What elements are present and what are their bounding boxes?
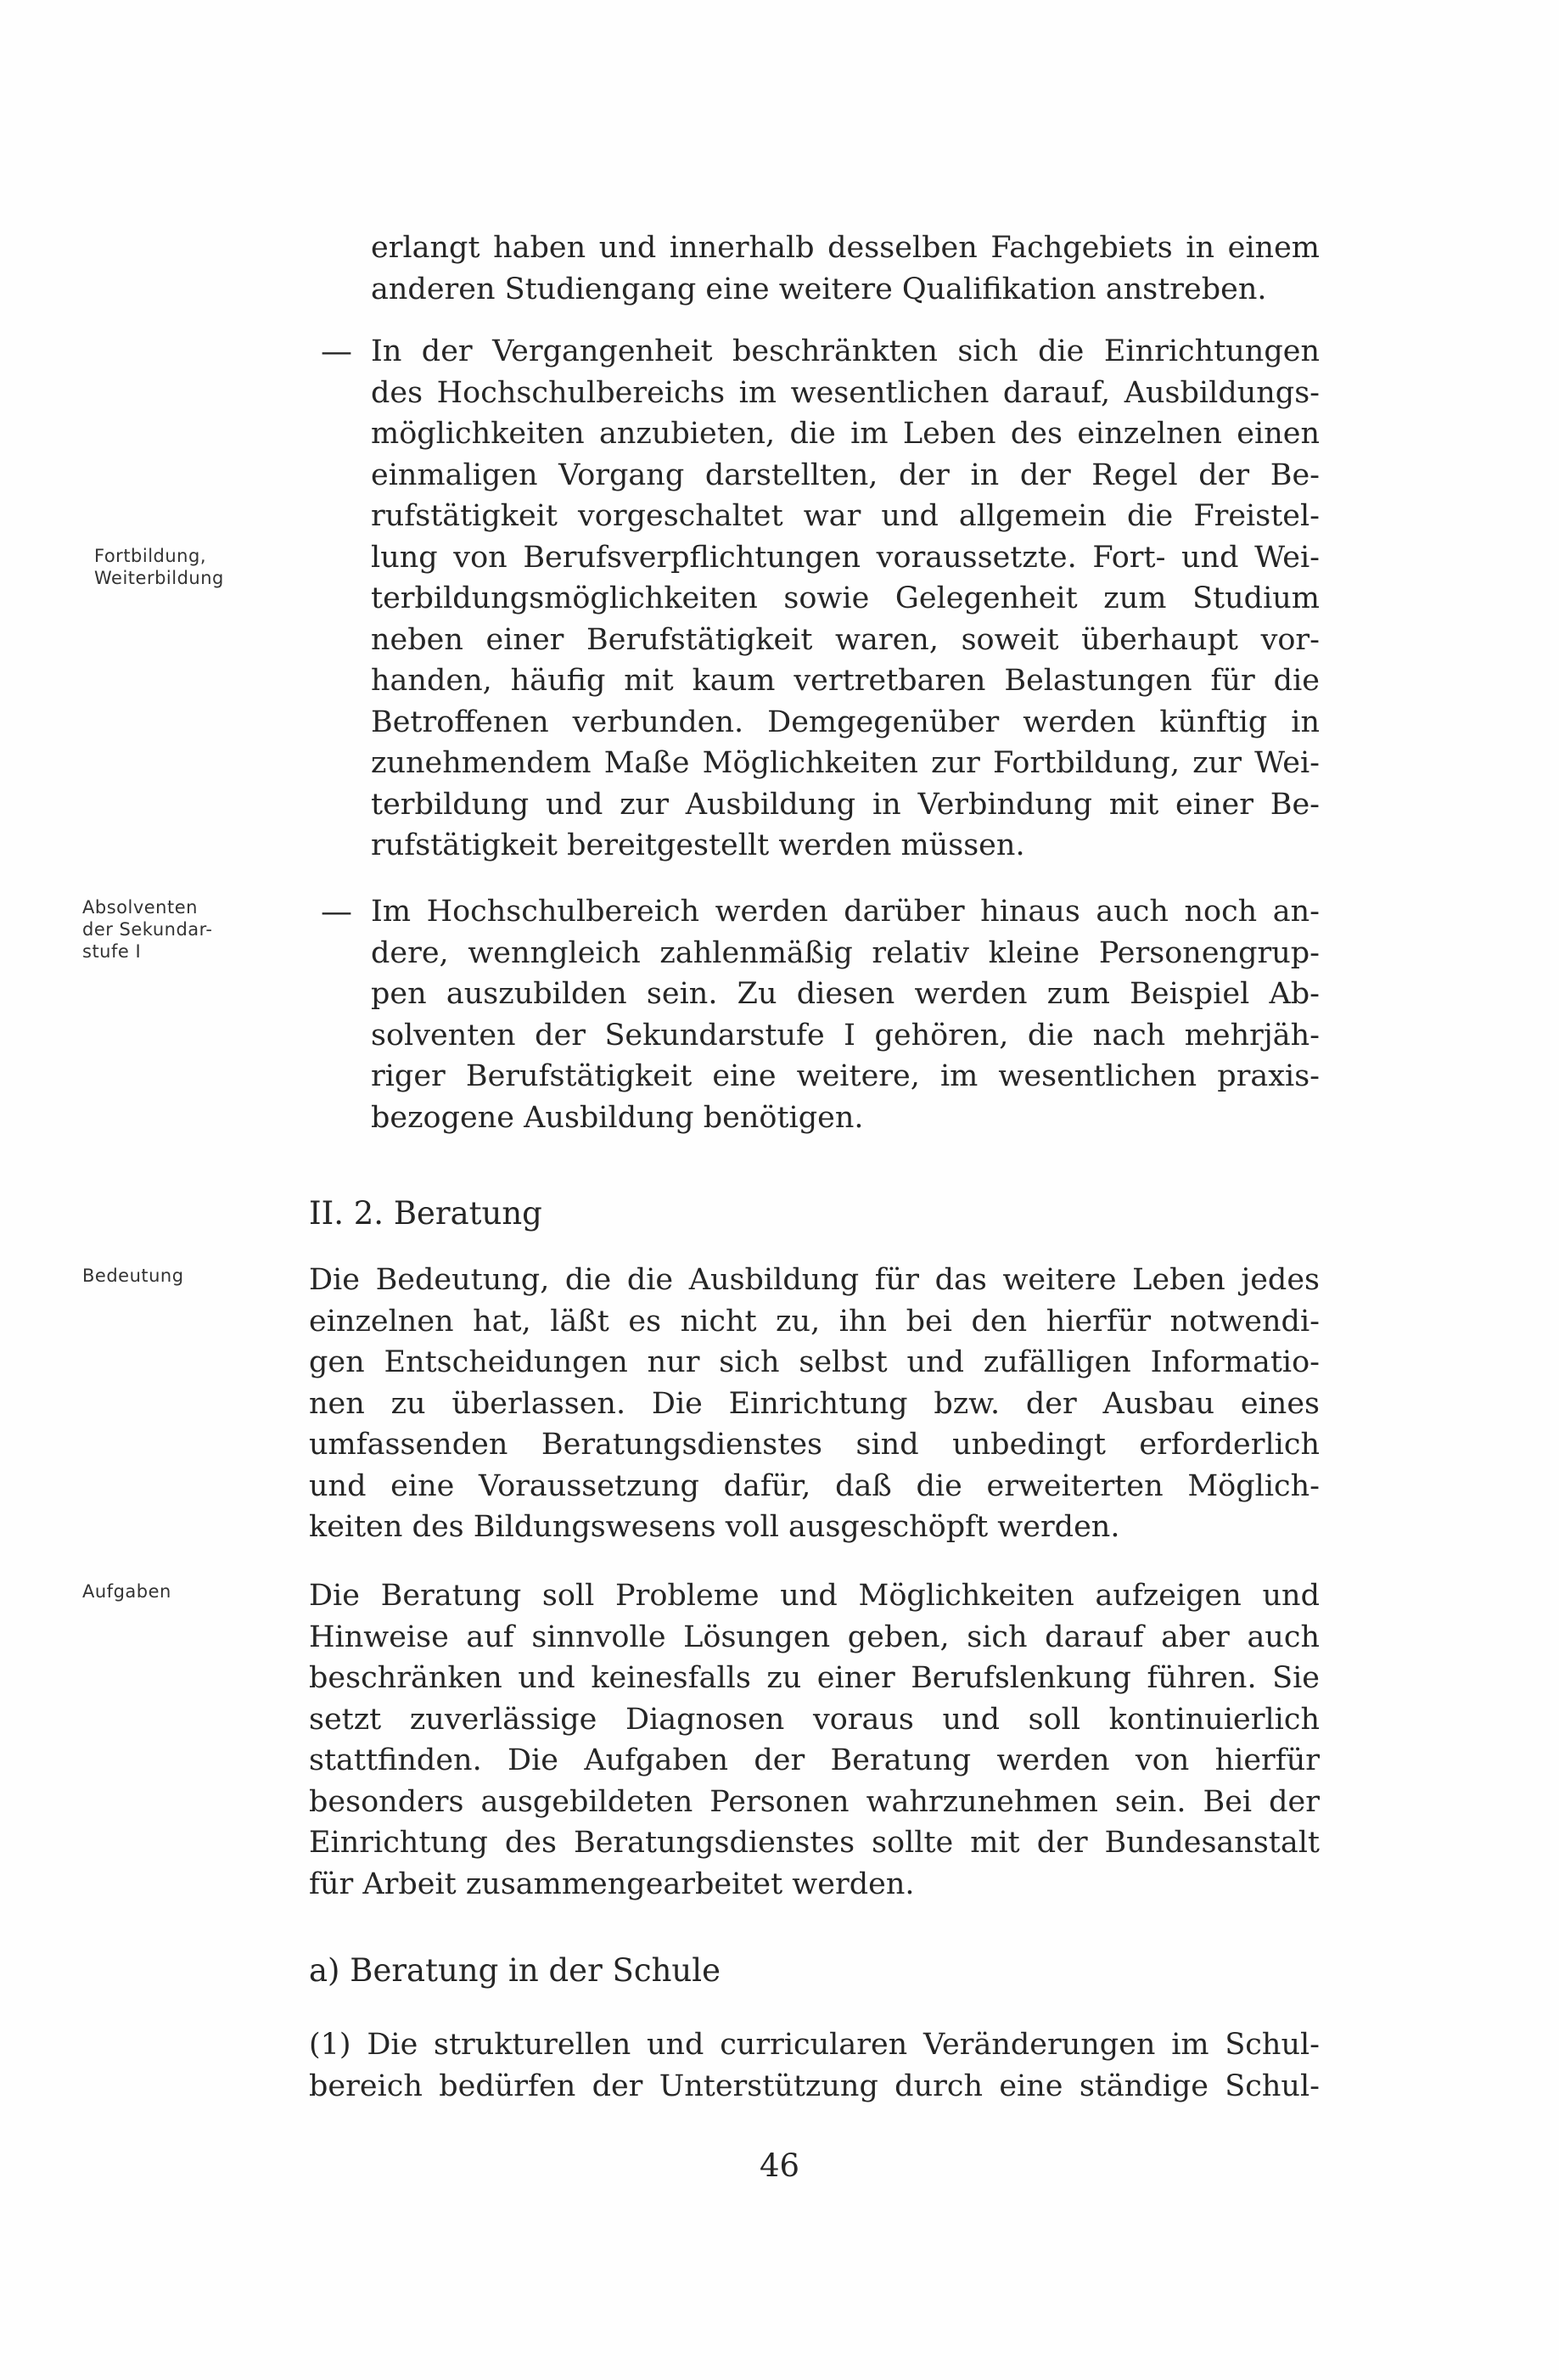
margin-note-absolventen xyxy=(82,896,213,963)
text-line: einmaligen Vorgang darstellten, der in der Regel der Be- xyxy=(371,457,1320,492)
text-line: Hinweise auf sinnvolle Lösungen geben, sich darauf aber auch xyxy=(309,1619,1320,1654)
text-line: Im Hochschulbereich werden darüber hinaus auch noch an- xyxy=(371,895,1320,929)
margin-note-aufgaben: Aufgaben xyxy=(82,1581,171,1602)
margin-note-fortbildung xyxy=(94,545,224,589)
text-line: riger Berufstätigkeit eine weitere, im wesentlichen praxis- xyxy=(371,1059,1320,1093)
text-line: (1) Die strukturellen und curricularen Veränderungen im Schul- xyxy=(309,2028,1320,2062)
text-line: bezogene Ausbildung benötigen. xyxy=(371,1100,864,1135)
paragraph-intro xyxy=(371,227,1320,310)
text-line: In der Vergangenheit beschränkten sich die Einrichtungen xyxy=(371,334,1320,368)
paragraph-bedeutung xyxy=(309,1260,1320,1548)
bullet-dash: — xyxy=(321,893,352,929)
text-line: Betroffenen verbunden. Demgegenüber werden künftig in xyxy=(371,704,1320,739)
margin-note-bedeutung: Bedeutung xyxy=(82,1266,184,1286)
text-line: anderen Studiengang eine weitere Qualifikation anstreben. xyxy=(371,272,1267,306)
paragraph-hochschulbereich xyxy=(371,891,1320,1138)
text-line: dere, wenngleich zahlenmäßig relativ kleine Personengrup- xyxy=(371,935,1320,970)
text-line: rufstätigkeit vorgeschaltet war und allgemein die Freistel- xyxy=(371,499,1320,533)
text-line: lung von Berufsverpflichtungen voraussetzte. Fort- und Wei- xyxy=(371,540,1320,575)
text-line: Die Beratung soll Probleme und Möglichkeiten aufzeigen und xyxy=(309,1579,1320,1613)
text-line: besonders ausgebildeten Personen wahrzunehmen sein. Bei der xyxy=(309,1784,1320,1819)
paragraph-schule xyxy=(309,2024,1320,2107)
text-line: für Arbeit zusammengearbeitet werden. xyxy=(309,1866,915,1901)
margin-note-line: der Sekundar- xyxy=(82,919,213,940)
text-line: Die Bedeutung, die die Ausbildung für das weitere Leben jedes xyxy=(309,1263,1320,1297)
page-number: 46 xyxy=(759,2147,800,2184)
paragraph-aufgaben xyxy=(309,1575,1320,1905)
text-line: stattfinden. Die Aufgaben der Beratung werden von hierfür xyxy=(309,1743,1320,1777)
subsection-heading-schule: a) Beratung in der Schule xyxy=(309,1952,721,1989)
margin-note-line: Weiterbildung xyxy=(94,568,224,588)
text-line: handen, häufig mit kaum vertretbaren Belastungen für die xyxy=(371,664,1320,698)
text-line: gen Entscheidungen nur sich selbst und zufälligen Informatio- xyxy=(309,1345,1320,1379)
text-line: setzt zuverlässige Diagnosen voraus und soll kontinuierlich xyxy=(309,1702,1320,1737)
text-line: zunehmendem Maße Möglichkeiten zur Fortbildung, zur Wei- xyxy=(371,746,1320,780)
text-line: keiten des Bildungswesens voll ausgeschöpft werden. xyxy=(309,1510,1120,1544)
text-line: rufstätigkeit bereitgestellt werden müssen. xyxy=(371,828,1025,862)
text-line: bereich bedürfen der Unterstützung durch eine ständige Schul- xyxy=(309,2068,1320,2103)
margin-note-line: Absolventen xyxy=(82,897,198,918)
text-line: terbildungsmöglichkeiten sowie Gelegenheit zum Studium xyxy=(371,581,1320,615)
text-line: beschränken und keinesfalls zu einer Berufslenkung führen. Sie xyxy=(309,1661,1320,1695)
text-line: des Hochschulbereichs im wesentlichen darauf, Ausbildungs- xyxy=(371,375,1320,410)
text-line: solventen der Sekundarstufe I gehören, die nach mehrjäh- xyxy=(371,1018,1320,1052)
paragraph-vergangenheit xyxy=(371,331,1320,867)
text-line: neben einer Berufstätigkeit waren, soweit überhaupt vor- xyxy=(371,622,1320,657)
text-line: Einrichtung des Beratungsdienstes sollte mit der Bundesanstalt xyxy=(309,1826,1320,1860)
margin-note-line: stufe I xyxy=(82,941,142,962)
bullet-dash: — xyxy=(321,333,352,369)
text-line: und eine Voraussetzung dafür, daß die erweiterten Möglich- xyxy=(309,1468,1320,1503)
text-line: terbildung und zur Ausbildung in Verbindung mit einer Be- xyxy=(371,787,1320,822)
text-line: nen zu überlassen. Die Einrichtung bzw. der Ausbau eines xyxy=(309,1386,1320,1421)
text-line: umfassenden Beratungsdienstes sind unbedingt erforderlich xyxy=(309,1428,1320,1462)
text-line: einzelnen hat, läßt es nicht zu, ihn bei den hierfür notwendi- xyxy=(309,1304,1320,1339)
text-line: erlangt haben und innerhalb desselben Fachgebiets in einem xyxy=(371,231,1320,265)
text-line: möglichkeiten anzubieten, die im Leben des einzelnen einen xyxy=(371,417,1320,451)
section-heading-beratung: II. 2. Beratung xyxy=(309,1195,542,1232)
margin-note-line: Fortbildung, xyxy=(94,546,206,566)
text-line: pen auszubilden sein. Zu diesen werden zum Beispiel Ab- xyxy=(371,977,1320,1011)
